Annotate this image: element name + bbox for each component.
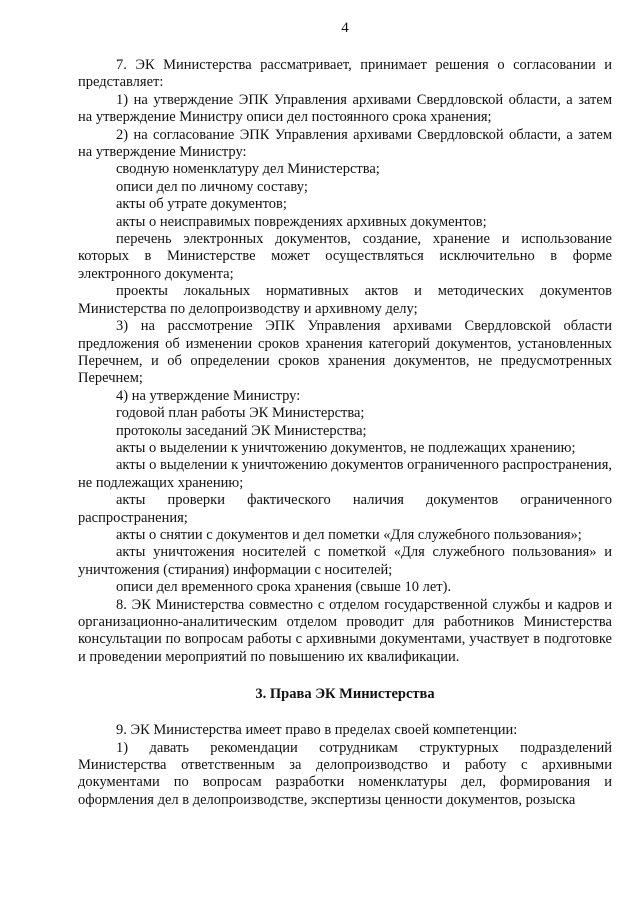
paragraph: акты об утрате документов;	[116, 196, 287, 213]
paragraph: сводную номенклатуру дел Министерства;	[116, 161, 380, 178]
paragraph: перечень электронных документов, создание, хранение и использование которых в Министерстве может осуществляться исключительно в форме электронного документа;	[78, 231, 612, 282]
paragraph: годовой план работы ЭК Министерства;	[116, 405, 365, 422]
paragraph: акты о выделении к уничтожению документов ограниченного распространения, не подлежащих хранению;	[78, 457, 612, 491]
section-heading: 3. Права ЭК Министерства	[255, 686, 435, 703]
page-number: 4	[341, 20, 349, 36]
paragraph: 7. ЭК Министерства рассматривает, принимает решения о согласовании и представляет:	[78, 57, 612, 91]
paragraph: описи дел временного срока хранения (свыше 10 лет).	[116, 579, 452, 596]
paragraph: 4) на утверждение Министру:	[116, 387, 301, 404]
paragraph: акты уничтожения носителей с пометкой «Для служебного пользования» и уничтожения (стирания) информации с носителей;	[78, 544, 612, 578]
paragraph: проекты локальных нормативных актов и методических документов Министерства по делопроизводству и архивному делу;	[78, 283, 612, 317]
paragraph: описи дел по личному составу;	[116, 178, 308, 195]
paragraph: 1) на утверждение ЭПК Управления архивами Свердловской области, а затем на утверждение Министру описи дел постоянного срока хранения;	[78, 91, 612, 126]
paragraph: 9. ЭК Министерства имеет право в пределах своей компетенции:	[116, 722, 518, 739]
paragraph: акты проверки фактического наличия документов ограниченного распространения;	[78, 492, 612, 526]
paragraph: 8. ЭК Министерства совместно с отделом государственной службы и кадров и организационно-аналитическим отделом проводит для работников Министерства консультации по вопросам работы с архивными документами, участвует в подготовке и проведении мероприятий по повышению их квалификации.	[78, 596, 612, 665]
paragraph: акты о выделении к уничтожению документов, не подлежащих хранению;	[116, 439, 576, 456]
paragraphs-before-heading	[78, 57, 612, 666]
document-body	[78, 57, 612, 809]
paragraph: 1) давать рекомендации сотрудникам структурных подразделений Министерства ответственным за делопроизводство и работу с архивными документами по вопросам разработки номенклатуры дел, формирования и оформления дел в делопроизводстве, экспертизы ценности документов, розыска	[78, 739, 612, 808]
paragraph: протоколы заседаний ЭК Министерства;	[116, 422, 367, 439]
paragraphs-after-heading	[78, 722, 612, 809]
paragraph: акты о снятии с документов и дел пометки «Для служебного пользования»;	[116, 526, 582, 543]
paragraph: акты о неисправимых повреждениях архивных документов;	[116, 213, 487, 230]
paragraph: 2) на согласование ЭПК Управления архивами Свердловской области, а затем на утверждение Министру:	[78, 126, 612, 161]
paragraph: 3) на рассмотрение ЭПК Управления архивами Свердловской области предложения об изменении сроков хранения категорий документов, установленных Перечнем, и об определении сроков хранения документов, не предусмотренных Перечнем;	[78, 318, 612, 387]
